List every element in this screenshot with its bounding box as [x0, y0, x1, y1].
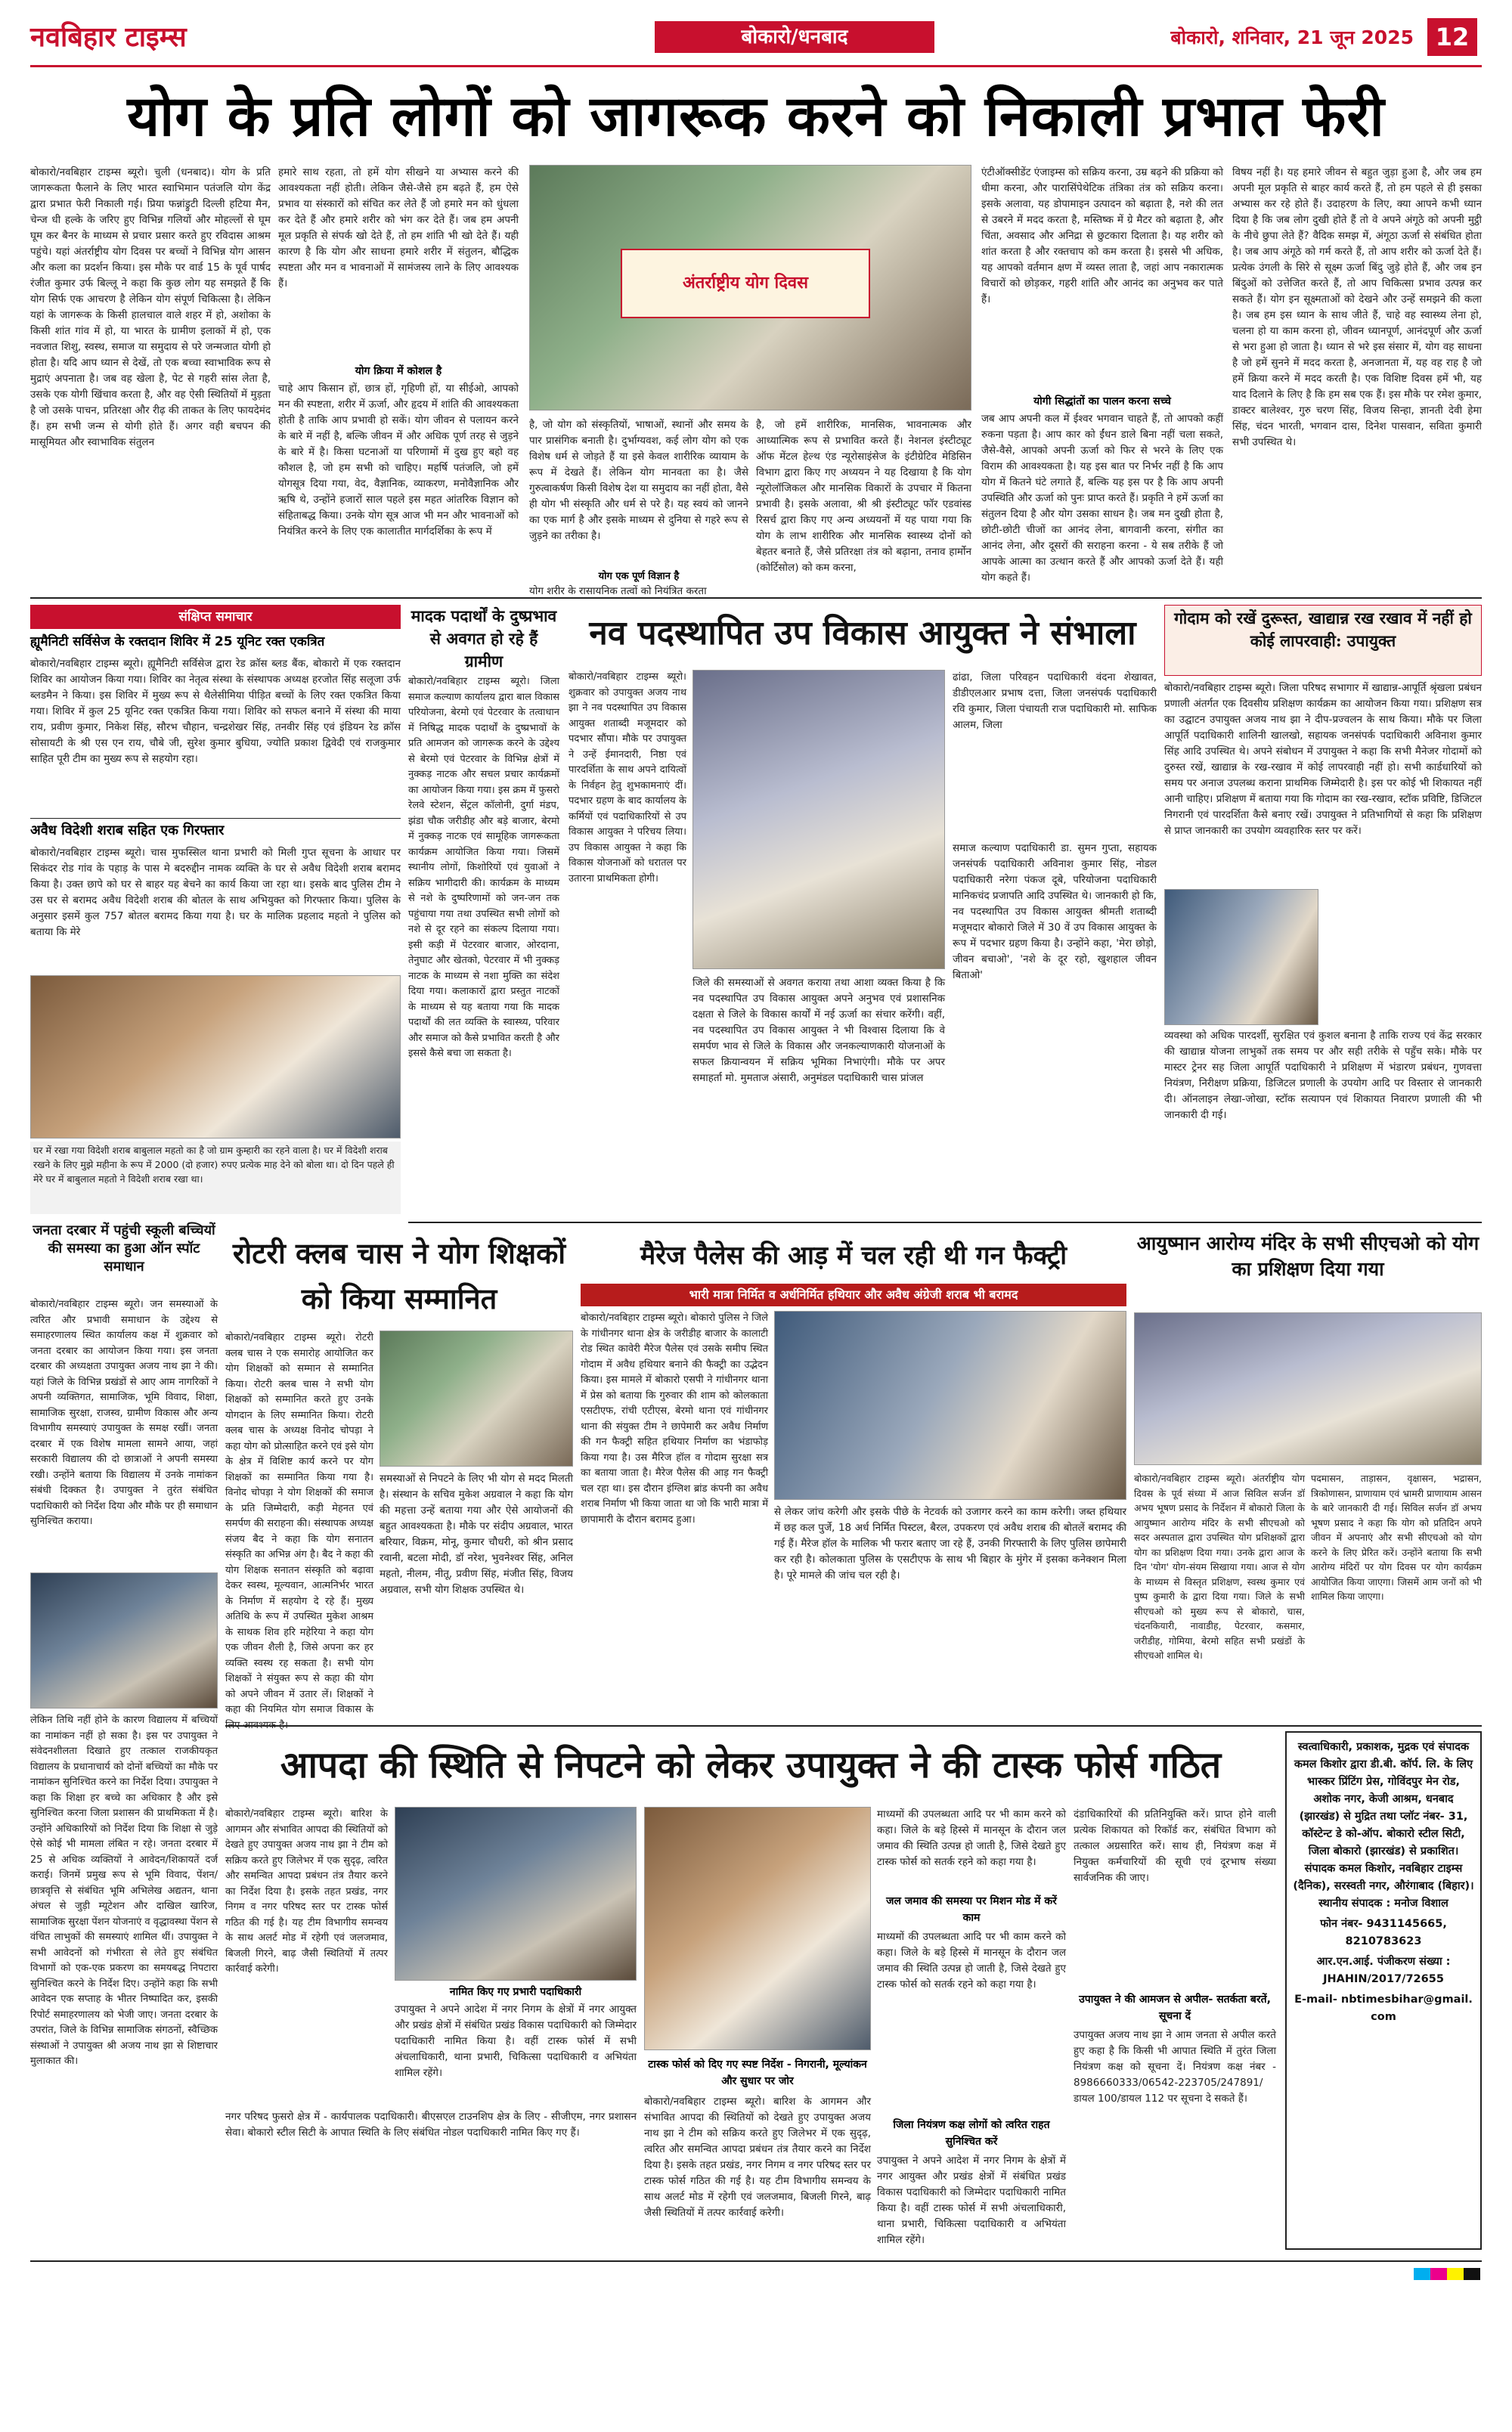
drug-body: बोकारो/नवबिहार टाइम्स ब्यूरो। जिला समाज कल्याण कार्यालय द्वारा बाल विकास परियोजना, बेरमो एवं पेटरवार के तत्वाधान में निषिद्ध मादक पदार्थों के दुष्प्रभावों के प्रति आमजन को जागरूक करने के उद्देश्य से बेरमो एवं पेटरवार के विभिन्न क्षेत्रों में नुक्कड़ नाटक और सचल प्रचार कार्यक्रमों का आयोजन किया गया। इस क्रम में फुसरो रेलवे स्टेशन, सेंट्रल कॉलोनी, दुर्गा मंडप, झंडा चौक जरीडीह और बड़े बाजार, बेरमो में नुक्कड़ नाटक एवं सामूहिक जागरूकता कार्यक्रम आयोजित किया गया। जिसमें स्थानीय लोगों, किशोरियों एवं युवाओं ने सक्रिय भागीदारी की। कार्यक्रम के माध्यम से नशे के दुष्परिणामों को जन-जन तक पहुंचाया गया तथा उपस्थित सभी लोगों को नशे से दूर रहने का संकल्प दिलाया गया। इसी कड़ी में पेटरवार बाजार, ओरदाना, तेनुघाट और खेतको, पेटरवार में भी नुक्कड़ नाटक के माध्यम से नशा मुक्ति का संदेश दिया गया। कलाकारों द्वारा प्रस्तुत नाटकों के माध्यम से यह बताया गया कि मादक पदार्थों की लत व्यक्ति के स्वास्थ्य, परिवार और समाज को कैसे प्रभावित करती है और इससे कैसे बचा जा सकता है। [408, 676, 559, 1059]
masthead-rule [30, 65, 1482, 67]
godown-training-photo [1164, 889, 1318, 1025]
cmyk-c [1414, 2268, 1430, 2280]
ayushman-body: बोकारो/नवबिहार टाइम्स ब्यूरो। अंतर्राष्ट्रीय योग दिवस के पूर्व संध्या में आज सिविल सर्जन डॉ अभय भूषण प्रसाद के निर्देशन में बोकारो जिला के आयुष्मान आरोग्य मंदिर के सभी सीएचओ को सदर अस्पताल द्वारा उपस्थित योग प्रशिक्षकों द्वारा योग का प्रशिक्षण दिया गया। उनके द्वारा आज के दिन 'योग' योग-संयम सिखाया गया। आज से योग के माध्यम से विस्तृत प्रशिक्षण, स्वस्थ कुमार एवं पुष्प कुमारी के द्वारा दिया गया। जिले के सभी सीएचओ को मुख्य रूप से बोकारो, चास, चंदनकियारी, नावाडीह, पेटरवार, कसमार, जरीडीह, गोमिया, बेरमो सहित सभी प्रखंडों के सीएचओ शामिल थे। [1134, 1473, 1305, 1661]
yoga-col6: विषय नहीं है। यह हमारे जीवन से बहुत जुड़ा हुआ है, और जब हम अपनी मूल प्रकृति से बाहर कार्य करते हैं, तो हम पहले से ही इसका अभ्यास कर रहे होते हैं। उदाहरण के लिए, क्या आपने कभी ध्यान दिया है कि जब लोग दुखी होते हैं तो वे अपने अंगूठे को अपनी मुट्ठी के नीचे छुपा लेते हैं? वैदिक समझ में, अंगूठा ऊर्जा से संबंधित होता है। जब आप अंगूठे को गर्म करते हैं, तो आप शरीर को ऊर्जा देते हैं। प्रत्येक उंगली के सिरे से सूक्ष्म ऊर्जा बिंदु जुड़े होते हैं, और जब इन बिंदुओं को उत्तेजित करते हैं, तो आप चिकित्सा प्रभाव उत्पन्न कर सकते हैं। योग इन सूक्ष्मताओं को देखने और उन्हें समझने की कला है। जब हम इस ध्यान के साथ जीते हैं, चाहे वह स्वास्थ्य लेना हो, चलना हो या काम करना हो, जीवन ध्यानपूर्ण, आनंदपूर्ण और ऊर्जा से भरा हुआ हो जाता है। ध्यान से भरे इस संसार में, योग वह साधना है जो हमें सुनने में मदद करता है, अनजानता में, यह वह राह है जो हमें क्रिया करने में मदद करती है। एक विशिष्ट दिवस हमें भी, यह याद दिलाने के लिए है कि हम सब एक हैं। इस मौके पर रमेश कुमार, डाक्टर बालेश्वर, गुरु चरण सिंह, विजय सिन्हा, ज्ञानती देवी हेमा सिंह, चंदन भारती, भगवान दास, दिनेश पासवान, सविता कुमारी सभी उपस्थित थे। [1232, 166, 1482, 448]
imprint-text: स्वत्वाधिकारी, प्रकाशक, मुद्रक एवं संपादक कमल किशोर द्वारा डी.बी. कॉर्प. लि. के लिए भास्कर प्रिंटिंग प्रेस, गोविंदपुर मेन रोड, अशोक नगर, केजी आश्रम, धनबाद (झारखंड) से मुद्रित तथा प्लॉट नंबर- 31, कॉस्टेन्ट डे को-ऑप. बोकारो स्टील सिटी, जिला बोकारो (झारखंड) से प्रकाशित। संपादक कमल किशोर, नवबिहार टाइम्स (दैनिक), सरस्वती नगर, औरंगाबाद (बिहार)। स्थानीय संपादक : मनोज विशाल [1293, 1741, 1474, 1910]
brief-news-label-bar [30, 605, 401, 629]
disaster-body4-cont: माध्यमों की उपलब्धता आदि पर भी काम करने को कहा। जिले के बड़े हिस्से में मानसून के दौरान जल जमाव की स्थिति उत्पन्न हो जाती है, जिसे देखते हुए टास्क फोर्स को सतर्क रहने को कहा गया है। [877, 1931, 1066, 1991]
drug-headline: मादक पदार्थों के दुष्प्रभाव से अवगत हो रहे हैं ग्रामीण [411, 606, 557, 671]
brief-news-label: संक्षिप्त समाचार [178, 609, 253, 624]
cmyk-strip [1414, 2268, 1482, 2280]
yoga-mid2: है, जो हमें शारीरिक, मानसिक, भावनात्मक और आध्यात्मिक रूप से प्रभावित करते हैं। नेशनल इंस्टीट्यूट ऑफ मेंटल हेल्थ एंड न्यूरोसाइंसेज के इंटीग्रेटिव मेडिसिन विभाग द्वारा किए गए अध्ययन ने यह दिखाया है कि योग न्यूरोलॉजिकल और मानसिक विकारों के उपचार में कितना प्रभावी है। इसके अलावा, श्री श्री इंस्टीट्यूट फॉर एडवांस्ड रिसर्च द्वारा किए गए अन्य अध्ययनों में यह पाया गया कि योग के लाभ शारीरिक और मानसिक स्वास्थ्य दोनों को बेहतर बनाते हैं, जैसे प्रतिरक्षा तंत्र को बढ़ाना, तनाव हार्मोन (कोर्टिसोल) को कम करना, [756, 419, 971, 574]
yoga-mid1b: योग शरीर के रासायनिक तत्वों को नियंत्रित करता [529, 585, 707, 597]
gun-strap: भारी मात्रा निर्मित व अर्धनिर्मित हथियार और अवैध अंग्रेजी शराब भी बरामद [689, 1287, 1018, 1302]
gun-body: बोकारो/नवबिहार टाइम्स ब्यूरो। बोकारो पुलिस ने जिले के गांधीनगर थाना क्षेत्र के जरीडीह बाजार के कालाटी रोड स्थित कावेरी मैरेज पैलेस एवं उसके समीप स्थित गोदाम में अवैध हथियार बनाने की फैक्ट्री का उद्भेदन किया। इस मामले में बोकारो एसपी ने गांधीनगर थाना में प्रेस को बताया कि गुरुवार की शाम को कोलकाता एसटीएफ, रांची एटीएस, बेरमो थाना एवं गांधीनगर थाना की संयुक्त टीम ने छापेमारी कर अवैध निर्माण की गन फैक्ट्री सहित हथियार निर्माण का भंडाफोड़ किया गया है। उस मैरिज हॉल व गोदाम सुरक्षा सत्र का बताया जाता है। मैरेज पैलेस की आड़ गन फैक्ट्री चल रहा था। इस दौरान इंग्लिश ब्रांड कंपनी का अवैध शराब निर्माण भी किया जाता था जो कि भारी मात्रा में छापामारी के दौरान बरामद हुआ। [581, 1312, 768, 1526]
mid-rule [408, 1222, 1482, 1223]
yoga-col5-sub: योगी सिद्धांतों का पालन करना सच्चे [1033, 395, 1171, 407]
yoga-photo-banner [621, 249, 870, 318]
ddc-handover-photo [692, 670, 945, 969]
disaster-photo-caption: टास्क फोर्स को दिए गए स्पष्ट निर्देश - निगरानी, मूल्यांकन और सुधार पर जोर [648, 2059, 867, 2087]
disaster-body-cont: बोकारो/नवबिहार टाइम्स ब्यूरो। बारिश के आगमन और संभावित आपदा की स्थितियों को देखते हुए उपायुक्त अजय नाथ झा ने टीम को सक्रिय करते हुए जिलेभर में एक सुदृढ़, त्वरित और समन्वित आपदा प्रबंधन तंत्र तैयार करने का निर्देश दिया है। इसके तहत प्रखंड, नगर निगम व नगर परिषद स्तर पर टास्क फोर्स गठित की गई है। यह टीम विभागीय समन्वय के साथ अलर्ट मोड में रहेगी एवं जलजमाव, बिजली गिरने, बाढ़ जैसी स्थितियों में तत्पर कार्रवाई करेगी। [644, 2096, 871, 2219]
yoga-banner-text: अंतर्राष्ट्रीय योग दिवस [683, 274, 808, 293]
yoga-mid1-sub: योग एक पूर्ण विज्ञान है [598, 571, 680, 582]
liquor-seizure-photo [30, 975, 401, 1139]
ayushman-body2: पदमासन, ताड़ासन, वृक्षासन, भद्रासन, त्रिकोणासन, प्राणायाम एवं भ्रामरी प्राणायाम आसन के बारे जानकारी दी गई। सिविल सर्जन डॉ अभय भूषण प्रसाद ने कहा कि योग को प्रतिदिन अपने जीवन में अपनाएं और सभी सीएचओ को योग करने के लिए प्रेरित करें। उन्होंने बताया कि सभी आरोग्य मंदिरों पर योग दिवस पर योग कार्यक्रम आयोजित किया जाएगा। जिसमें आम जनों को भी शामिल किया जाएगा। [1311, 1473, 1482, 1602]
godown-body: बोकारो/नवबिहार टाइम्स ब्यूरो। जिला परिषद सभागार में खाद्यान्न-आपूर्ति श्रृंखला प्रबंधन प्रणाली अंतर्गत एक दिवसीय प्रशिक्षण कार्यक्रम का आयोजन किया गया। प्रशिक्षण सत्र का उद्घाटन उपायुक्त अजय नाथ झा ने दीप-प्रज्वलन के साथ किया। मौके पर जिला आपूर्ति पदाधिकारी शालिनी खालखो, सहायक जनसंपर्क पदाधिकारी अविनाश कुमार सिंह आदि उपस्थित थे। अपने संबोधन में उपायुक्त ने कहा कि सभी मैनेजर गोदामों को दुरुस्त रखें, खाद्यान्न के रख-रखाव में कोई लापरवाही नहीं हो। सभी कार्डधारियों को समय पर अनाज उपलब्ध कराना प्राथमिक जिम्मेदारी है। इस पर कोई भी शिकायत नहीं आनी चाहिए। प्रशिक्षण में बताया गया कि गोदाम का रख-रखाव, स्टॉक प्रविष्टि, डिजिटल निगरानी एवं पारदर्शिता कैसे बनाए रखें। उपायुक्त ने प्रतिभागियों से कहा कि प्रशिक्षण से प्राप्त जानकारी का उपयोग व्यवहारिक स्तर पर करें। [1164, 682, 1482, 837]
cmyk-y [1447, 2268, 1464, 2280]
disaster-sub2: जल जमाव की समस्या पर मिशन मोड में करें काम [886, 1895, 1057, 1924]
yoga-headline: योग के प्रति लोगों को जागरूक करने को निकाली प्रभात फेरी [127, 84, 1385, 149]
disaster-headline: आपदा की स्थिति से निपटने को लेकर उपायुक्त ने की टास्क फोर्स गठित [280, 1744, 1222, 1786]
gun-strap-bar [581, 1284, 1126, 1306]
ddc-body-left2: जिले की समस्याओं से अवगत कराया तथा आशा व्यक्त किया है कि नव पदस्थापित उप विकास आयुक्त अपने अनुभव एवं प्रशासनिक दक्षता से जिले के विकास कार्यों में नई ऊर्जा का संचार करेंगी। वहीं, नव पदस्थापित उप विकास आयुक्त ने भी विश्वास दिलाया कि वे समर्पण भाव से जिले के विकास और जनकल्याणकारी योजनाओं के सफल क्रियान्वयन में सक्रिय भूमिका निभाएंगी। मौके पर अपर समाहर्ता मो. मुमताज अंसारी, अनुमंडल पदाधिकारी चास प्रांजल [692, 977, 945, 1084]
liquor-caption: घर में रखा गया विदेशी शराब बाबुलाल महतो का है जो ग्राम कुम्हारी का रहने वाला है। घर में विदेशी शराब रखने के लिए मुझे महीना के रूप में 2000 (दो हजार) रुपए प्रत्येक माह देने को बोला था। दो दिन पहले ही मेरे घर में बाबुलाल महतो ने विदेशी शराब रखा था। [30, 1142, 401, 1214]
school-headline: जनता दरबार में पहुंची स्कूली बच्चियों की समस्या का हुआ ऑन स्पॉट समाधान [33, 1222, 215, 1275]
disaster-sub1: नामित किए गए प्रभारी पदाधिकारी [449, 1986, 582, 1998]
school-body: बोकारो/नवबिहार टाइम्स ब्यूरो। जन समस्याओं के त्वरित और प्रभावी समाधान के उद्देश्य से समाहरणालय स्थित कार्यालय कक्ष में शुक्रवार को जनता दरबार का आयोजन किया गया। इस जनता दरबार की अध्यक्षता उपायुक्त अजय नाथ झा ने की। यहां जिले के विभिन्न प्रखंडों से आए आम नागरिकों ने अपनी व्यक्तिगत, सामाजिक, भूमि विवाद, शिक्षा, सामाजिक सुरक्षा, राजस्व, ग्रामीण विकास और अन्य विभागीय समस्याएं उपायुक्त के समक्ष रखीं। जनता दरबार में एक विशेष मामला सामने आया, जहां सरकारी विद्यालय की दो छात्राओं ने अपनी समस्या रखी। उन्होंने बताया कि विद्यालय में उनके नामांकन संबंधी दिक्कत है। उपायुक्त ने तुरंत संबंधित पदाधिकारी को निर्देश दिया और मौके पर ही समाधान सुनिश्चित कराया। [30, 1299, 218, 1527]
yoga-col5b: जब आप अपनी कल में ईश्वर भगवान चाहते हैं, तो आपको कहीं रुकना पड़ता है। आप कार को ईंधन डाले बिना नहीं चला सकते, जैसे-वैसे, आपको अपनी ऊर्जा को फिर से भरने के लिए एक विराम की आवश्यकता है। यह इस बात पर निर्भर नहीं है कि आप योग में कितने घंटे लगाते हैं, बल्कि यह इस पर है कि आप अपनी उपस्थिति और ऊर्जा को पुनः प्राप्त करते हैं। प्रकृति ने हमें ऊर्जा का संतुलन दिया है और योग उसका साधन है। जब मन दुखी होता है, छोटी-छोटी चीजों का आनंद लेना, बागवानी करना, संगीत का आनंद लेना, और दूसरों की सराहना करना - ये सब तरीके हैं जो आपके आत्मा का उत्थान करते हैं और आपको ऊर्जा देते हैं। यही योग कहते हैं। [981, 413, 1223, 584]
disaster-body6: उपायुक्त अजय नाथ झा ने आम जनता से अपील करते हुए कहा है कि किसी भी आपात स्थिति में तुरंत जिला नियंत्रण कक्ष को सूचना दें। नियंत्रण कक्ष नंबर - 8986660333/06542-223705/247891/डायल 100/डायल 112 पर सूचना दे सकते हैं। [1074, 2029, 1276, 2105]
yoga-bottom-rule [30, 597, 1482, 599]
rotary-body2: समस्याओं से निपटने के लिए भी योग से मदद मिलती है। संस्थान के सचिव मुकेश अग्रवाल ने कहा कि योग की महत्ता उन्हें बताया गया और ऐसे आयोजनों की बहुत आवश्यकता है। मौके पर संदीप अग्रवाल, भारत बरियार, विक्रम, मोनू, कुमार चौधरी, को श्रीन प्रसाद रवानी, बटला मोदी, डॉ नरेश, भुवनेश्वर सिंह, अनिल महतो, नीलम, नीतू, प्रवीण सिंह, मंजीत सिंह, विजय अग्रवाल, सभी योग शिक्षक उपस्थित थे। [380, 1473, 573, 1596]
rotary-photo [380, 1331, 573, 1467]
disaster-body5: दंडाधिकारियों की प्रतिनियुक्ति करें। प्राप्त होने वाली प्रत्येक शिकायत को रिकॉर्ड कर, संबंधित विभाग को तत्काल अग्रसारित करें। साथ ही, नियंत्रण कक्ष में नियुक्त कर्मचारियों की सूची एवं दूरभाष संख्या सार्वजनिक की जाए। [1074, 1808, 1276, 1884]
ddc-body-left: बोकारो/नवबिहार टाइम्स ब्यूरो। शुक्रवार को उपायुक्त अजय नाथ झा ने नव पदस्थापित उप विकास आयुक्त शताब्दी मजूमदार को पदभार सौंपा। मौके पर उपायुक्त ने उन्हें ईमानदारी, निष्ठा एवं पारदर्शिता के साथ अपने दायित्वों के निर्वहन हेतु शुभकामनाएं दीं। पदभार ग्रहण के बाद कार्यालय के कर्मियों एवं पदाधिकारियों से उप विकास आयुक्त ने परिचय लिया। उप विकास आयुक्त ने कहा कि विकास योजनाओं को धरातल पर उतारना प्राथमिकता होगी। [569, 671, 686, 885]
seized-weapons-photo [774, 1311, 1126, 1500]
cmyk-k [1464, 2268, 1480, 2280]
yoga-col5: एंटीऑक्सीडेंट एंजाइम्स को सक्रिय करना, उम्र बढ़ने की प्रक्रिया को धीमा करना, और पारासिंपेथेटिक तंत्रिका तंत्र को सक्रिय करना। इसके अलावा, यह डोपामाइन उत्पादन को बढ़ाता है, नशे की लत से उबरने में मदद करता है, मस्तिष्क में ग्रे मैटर को बढ़ाता है, और चिंता, अवसाद और अनिद्रा से छुटकारा दिलाता है। यह शरीर को शांत करता है और रक्तचाप को कम करता है। इससे भी अधिक, यह आपको वर्तमान क्षण में व्यस्त लाता है, जहां आप नकारात्मक विचारों को छोड़कर, गहरी शांति और आनंद का अनुभव कर पाते हैं। [981, 166, 1223, 305]
brief-item2-body: बोकारो/नवबिहार टाइम्स ब्यूरो। चास मुफस्सिल थाना प्रभारी को मिली गुप्त सूचना के आधार पर सिकंदर रोड गांव के पहाड़ के पास मे बदरुद्दीन नामक व्यक्ति के घर से अवैध विदेशी शराब बरामद किया है। उक्त छापे को घर से बाहर यह बेचने का कार्य किया जा रहा था। इसके बाद पुलिस टीम ने उस घर से बरामद अवैध विदेशी शराब की बोतल के साथ अभियुक्त को गिरफ्तार किया। पुलिस के अनुसार इसमें कुल 757 बोतल बरामद किया गया है। घर के मालिक प्रहलाद महतो ने पुलिस को बताया कि मेरे [30, 847, 401, 938]
imprint-phone: फोन नंबर- 9431145665, 8210783623 [1320, 1918, 1447, 1947]
yoga-col2: हमारे साथ रहता, तो हमें योग सीखने या अभ्यास करने की आवश्यकता नहीं होती। लेकिन जैसे-जैसे हम बढ़ते हैं, हम ऐसे प्रभाव या संस्कारों को संचित कर लेते हैं जो हमारे मन को धुंधला कर देते हैं और हमारे शरीर को भंग कर देते हैं। जब हम अपनी मूल प्रकृति से संपर्क खो देते हैं, तो हम शांति भी खो देते हैं। यही कारण है कि योग और साधना हमारे शरीर में संतुलन, बौद्धिक स्पष्टता और मन व भावनाओं में सामंजस्य लाने के लिए आवश्यक हैं। [278, 166, 519, 290]
janata-darbar-photo [30, 1572, 218, 1709]
cho-yoga-training-photo [1134, 1312, 1482, 1465]
disaster-sub3: जिला नियंत्रण कक्ष लोगों को त्वरित राहत सुनिश्चित करें [893, 2119, 1050, 2148]
page-number: 12 [1435, 23, 1470, 51]
godown-headline: गोदाम को रखें दुरूस्त, खाद्यान्न रख रखाव में नहीं हो कोई लापरवाही: उपायुक्त [1174, 609, 1472, 650]
disaster-body3: नगर परिषद फुसरो क्षेत्र में - कार्यपालक पदाधिकारी। बीएसएल टाउनशिप क्षेत्र के लिए - सीजीएम, नगर प्रशासन सेवा। बोकारो स्टील सिटी के आपात स्थिति के लिए संबंधित नोडल पदाधिकारी नामित किए गए हैं। [225, 2111, 637, 2139]
date-line: बोकारो, शनिवार, 21 जून 2025 [1170, 26, 1414, 48]
section-tab [655, 21, 934, 53]
ddc-body-mid: ढांढा, जिला परिवहन पदाधिकारी वंदना शेखावत, डीडीएलआर प्रभाष दत्ता, जिला जनसंपर्क पदाधिकारी रवि कुमार, जिला पंचायती राज पदाधिकारी मो. साफिक आलम, जिला [953, 671, 1157, 731]
yoga-mid1: है, जो योग को संस्कृतियों, भाषाओं, स्थानों और समय के पार प्रासंगिक बनाती है। दुर्भाग्यवश, कई लोग योग को एक विशेष धर्म से जोड़ते हैं या इसे केवल शारीरिक व्यायाम के रूप में देखते हैं। लेकिन योग मानवता का है। जैसे गुरुत्वाकर्षण किसी विशेष देश या समुदाय का नहीं होता, वैसे ही योग भी संस्कृति और धर्म से परे है। यह स्वयं को जानने का एक मार्ग है और इसके माध्यम से दुनिया से गहरे रूप से जुड़ने का तरीका है। [529, 419, 748, 542]
lower-rule [225, 1725, 1482, 1727]
yoga-col2b: चाहे आप किसान हों, छात्र हों, गृहिणी हों, या सीईओ, आपको मन की स्पष्टता, शरीर में ऊर्जा, और हृदय में शांति की आवश्यकता होती है ताकि आप प्रभावी हो सकें। योग जीवन से पलायन करने के बारे में नहीं है, बल्कि जीवन में और अधिक पूर्ण तरह से जुड़ने के बारे में है। किसा घटनाओं या परिणामों में दुख हुए बहो वह कौशल है, जो हम सभी को चाहिए। महर्षि पतंजलि, जो हमें योगसूत्र दिया गया, वेद, वैज्ञानिक, व्याकरण, मनोवैज्ञानिक और ऋषि थे, उन्होंने हजारों साल पहले इस महत आंतरिक विज्ञान को संहिताबद्ध किया। उनके योग सूत्र आज भी मन और भावनाओं को नियंत्रित करने के लिए एक कालातीत मार्गदर्शिका के रूप में [278, 383, 519, 538]
disaster-body4: माध्यमों की उपलब्धता आदि पर भी काम करने को कहा। जिले के बड़े हिस्से में मानसून के दौरान जल जमाव की स्थिति उत्पन्न हो जाती है, जिसे देखते हुए टास्क फोर्स को सतर्क रहने को कहा गया है। [877, 1808, 1066, 1868]
disaster-body: बोकारो/नवबिहार टाइम्स ब्यूरो। बारिश के आगमन और संभावित आपदा की स्थितियों को देखते हुए उपायुक्त अजय नाथ झा ने टीम को सक्रिय करते हुए जिलेभर में एक सुदृढ़, त्वरित और समन्वित आपदा प्रबंधन तंत्र तैयार करने का निर्देश दिया है। इसके तहत प्रखंड, नगर निगम व नगर परिषद स्तर पर टास्क फोर्स गठित की गई है। यह टीम विभागीय समन्वय के साथ अलर्ट मोड में रहेगी एवं जलजमाव, बिजली गिरने, बाढ़ जैसी स्थितियों में तत्पर कार्रवाई करेगी। [225, 1808, 388, 1975]
disaster-sub4: उपायुक्त ने की आमजन से अपील- सतर्कता बरतें, सूचना दें [1079, 1994, 1271, 2022]
imprint-box [1285, 1731, 1482, 2250]
section-label: बोकारो/धनबाद [741, 26, 848, 48]
masthead-title: नवबिहार टाइम्स [30, 21, 187, 53]
footer-rule [30, 2260, 1482, 2262]
yoga-col2-sub: योग क्रिया में कोशल है [355, 365, 442, 377]
masthead [30, 15, 1482, 64]
task-force-meeting-photo [644, 1807, 871, 2050]
ddc-headline: नव पदस्थापित उप विकास आयुक्त ने संभाला [589, 614, 1136, 652]
disaster-body2: उपायुक्त ने अपने आदेश में नगर निगम के क्षेत्रों में नगर आयुक्त और प्रखंड क्षेत्रों में संबंधित प्रखंड विकास पदाधिकारी को जिम्मेदार पदाधिकारी नामित किया है। वहीं टास्क फोर्स में सभी अंचलाधिकारी, थाना प्रभारी, चिकित्सा पदाधिकारी व अभियंता शामिल रहेंगे। [395, 2003, 637, 2079]
godown-headline-box [1164, 605, 1482, 676]
godown-body2: व्यवस्था को अधिक पारदर्शी, सुरक्षित एवं कुशल बनाना है ताकि राज्य एवं केंद्र सरकार की खाद्यान्न योजना लाभुकों तक समय पर और सही तरीके से पहुँच सके। मौके पर मास्टर ट्रेनर सह जिला आपूर्ति पदाधिकारी ने प्रशिक्षण में भंडारण प्रबंधन, गुणवत्ता नियंत्रण, निरीक्षण प्रक्रिया, डिजिटल प्रणाली के उपयोग आदि पर विस्तार से जानकारी दी। ऑनलाइन लेखा-जोखा, स्टॉक सत्यापन एवं शिकायत निवारण प्रणाली की भी जानकारी दी गई। [1164, 1030, 1482, 1121]
cmyk-m [1430, 2268, 1447, 2280]
brief-item1-headline: ह्यूमैनिटी सर्विसेज के रक्तदान शिविर में 25 यूनिट रक्त एकत्रित [30, 634, 325, 649]
rotary-headline: रोटरी क्लब चास ने योग शिक्षकों को किया सम्मानित [232, 1236, 566, 1315]
gun-headline: मैरेज पैलेस की आड़ में चल रही थी गन फैक्ट्री [640, 1241, 1067, 1271]
page-number-box [1427, 18, 1477, 56]
ddc-body-main: समाज कल्याण पदाधिकारी डा. सुमन गुप्ता, सहायक जनसंपर्क पदाधिकारी अविनाश कुमार सिंह, नोडल पदाधिकारी नरेगा पंकज दूबे, परियोजना पदाधिकारी मानिकचंद प्रजापति आदि उपस्थित थे। जानकारी हो कि, नव पदस्थापित उप विकास आयुक्त श्रीमती शताब्दी मजूमदार बोकारो जिले में 30 वें उप विकास आयुक्त के रूप में पदभार ग्रहण किया है। उन्होंने कहा, 'मेरा छोड़ो, जीवन बचाओ', 'नशे के दूर रहो, खुशहाल जीवन बिताओ' [953, 842, 1157, 981]
rotary-body: बोकारो/नवबिहार टाइम्स ब्यूरो। रोटरी क्लब चास ने एक समारोह आयोजित कर योग शिक्षकों को सम्मान से सम्मानित किया। रोटरी क्लब चास ने सभी योग शिक्षकों को सम्मानित करते हुए उनके योगदान के लिए सम्मानित किया। रोटरी क्लब चास के अध्यक्ष विनोद चोपड़ा ने कहा योग को प्रोत्साहित करने एवं इसे योग के क्षेत्र में विशिष्ट कार्य करने पर योग शिक्षकों का सम्मानित किया गया है। विनोद चोपड़ा ने योग शिक्षकों की समाज के प्रति जिम्मेदारी, कड़ी मेहनत एवं समर्पण की सराहना की। संस्थापक अध्यक्ष संजय बैद ने कहा कि योग सनातन संस्कृति का अभिन्न अंग है। बैद ने कहा की योग शिक्षक सनातन संस्कृति को बढ़ावा देकर स्वस्थ, मूल्यवान, आत्मनिर्भर भारत के निर्माण में सहयोग दे रहे हैं। मुख्य अतिथि के रूप में उपस्थित मुकेश आश्रम के साथक शिव हरि महेरिया ने कहा योग एक जीवन शैली है, जिसे अपना कर हर व्यक्ति स्वस्थ रह सकता है। सभी योग शिक्षकों ने संयुक्त रूप से कहा की योग को अपने जीवन में उतार लें। शिक्षकों ने कहा की नियमित योग समाज विकास के [225, 1332, 373, 1715]
brief-divider [30, 818, 401, 819]
yoga-col1: बोकारो/नवबिहार टाइम्स ब्यूरो। चुली (धनबाद)। योग के प्रति जागरूकता फैलाने के लिए भारत स्वाभिमान पतंजलि योग केंद्र द्वारा प्रभात फेरी निकाली गई। प्रिया फन्नांड्रुटी दिल्ली हटिया मैन, चेन्ज धी हल्के के जरिए हुए विभिन्न गलियों और मोहल्लों से घूम घूम कर बैनर के माध्यम से प्रचार प्रसार करते हुए रविदास आश्रम पहुंचे। यहां अंतर्राष्ट्रीय योग दिवस पर बच्चों ने विभिन्न योग आसन और कला का प्रदर्शन किया। इस मौके पर वार्ड 15 के पूर्व पार्षद रंजीत कुमार उर्फ बिल्लू ने कहा कि कुछ लोग यह समझते हैं कि योग सिर्फ एक आचरण है लेकिन योग संपूर्ण चिकित्सा है। लेकिन यहां के जागरूक के किसी हालचाल वाले शहर में हो, अशोका के किसी शांत गांव में हो, या भारत के ग्रामीण इलाकों में हो, एक नवजात शिशु, स्वस्थ, समाज या समुदाय से परे जन्मजात योगी हो होता है। यदि आप ध्यान से देखें, तो एक बच्चा स्वाभाविक रूप से मुद्राएं अपनाता है। जब वह खेला है, पेट से गहरी सांस लेता है, उसके एक योगी खिंचाव करता है, और वह ऐसी स्थितियों में मुड़ता है जो उसके पाचन, प्रतिरक्षा और रीढ़ की ताकत के लिए फायदेमंद हैं। हम सभी जन्म से योगी होते हैं। अगर वही बचपन की मासूमियत और स्वाभाविक संतुलन [30, 166, 271, 448]
disaster-body2-cont: उपायुक्त ने अपने आदेश में नगर निगम के क्षेत्रों में नगर आयुक्त और प्रखंड क्षेत्रों में संबंधित प्रखंड विकास पदाधिकारी को जिम्मेदार पदाधिकारी नामित किया है। वहीं टास्क फोर्स में सभी अंचलाधिकारी, थाना प्रभारी, चिकित्सा पदाधिकारी व अभियंता शामिल रहेंगे। [877, 2155, 1066, 2246]
brief-item2-headline: अवैध विदेशी शराब सहित एक गिरफ्तार [30, 823, 225, 838]
brief-item1-body: बोकारो/नवबिहार टाइम्स ब्यूरो। ह्यूमैनिटी सर्विसेज द्वारा रेड क्रॉस ब्लड बैंक, बोकारो में एक रक्तदान शिविर का आयोजन किया गया। शिविर का नेतृत्व संस्था के संस्थापक अध्यक्ष हरजोत सिंह सलूजा उर्फ ब्लडमैन ने किया। इस शिविर में मुख्य रूप से थैलेसीमिया पीड़ित बच्चों के लिए रक्त एकत्रित किया गया। शिविर में कुल 25 यूनिट रक्त एकत्रित किया गया। शिविर को सफल बनाने में संस्था की माया राय, प्रवीण कुमार, निकेश सिंह, सौरभ चौहान, चन्द्रशेखर सिंह, तनवीर सिंह एवं इंडियन रेड क्रॉस सोसायटी के श्री एस एन राय, चौबे जी, सुरेश कुमार बुधिया, ज्योति प्रकाश द्विवेदी एवं राजकुमार साहित पूरी टीम का मुख्य रूप से सहयोग रहा। [30, 658, 401, 765]
imprint-rni: आर.एन.आई. पंजीकरण संख्या : JHAHIN/2017/72655 [1316, 1956, 1451, 1985]
ayushman-headline: आयुष्मान आरोग्य मंदिर के सभी सीएचओ को योग का प्रशिक्षण दिया गया [1136, 1232, 1479, 1280]
dc-portrait-photo [395, 1807, 637, 1981]
school-body2: लेकिन तिथि नहीं होने के कारण विद्यालय में बच्चियों का नामांकन नहीं हो सका है। इस पर उपायुक्त ने संवेदनशीलता दिखाते हुए तत्काल राजकीयकृत विद्यालय के प्रधानाचार्य को दोनों बच्चियों का मौके पर नामांकन सुनिश्चित करने का निर्देश दिया। उपायुक्त ने कहा कि शिक्षा हर बच्चे का अधिकार है और इसे सुनिश्चित करना जिला प्रशासन की प्राथमिकता में है। उन्होंने अधिकारियों को निर्देश दिया कि शिक्षा से जुड़े ऐसे कोई भी मामला लंबित न रहे। जनता दरबार में 25 से अधिक व्यक्तियों ने आवेदन/शिकायतें दर्ज कराई। जिनमें प्रमुख रूप से भूमि विवाद, पेंशन/छात्रवृत्ति से संबंधित भूमि अभिलेख अद्यतन, थाना अंचल से जुड़ी म्यूटेशन और दाखिल खारिज, सामाजिक सुरक्षा पेंशन योजनाएं व वृद्धावस्था पेंशन से वंचित लाभुकों की समस्याएं शामिल थीं। उपायुक्त ने सभी आवेदनों को गंभीरता से लेते हुए संबंधित विभागों को एक-एक प्रकरण का समयबद्ध निपटारा सुनिश्चित करने के निर्देश दिए। उन्होंने कहा कि सभी आवेदन एक सप्ताह के भीतर निष्पादित कर, इसकी रिपोर्ट समाहरणालय को भेजी जाए। जनता दरबार के उपरांत, जिले के विभिन्न सामाजिक संगठनों, स्वैच्छिक संस्थाओं ने उपायुक्त श्री अजय नाथ झा से शिष्टाचार मुलाकात की। [30, 1715, 218, 2067]
yoga-photo-procession [529, 165, 971, 410]
imprint-email: E-mail- nbtimesbihar@gmail.com [1294, 1994, 1473, 2023]
gun-body2: से लेकर जांच करेगी और इसके पीछे के नेटवर्क को उजागर करने का काम करेगी। जब्त हथियार में छह कल पुर्जे, 18 अर्ध निर्मित पिस्टल, बैरल, उपकरण एवं अवैध शराब की बोतलें बरामद की गई हैं। मैरेज हॉल के मालिक भी फरार बताए जा रहे हैं, उनकी गिरफ्तारी के लिए पुलिस छापेमारी कर रही है। कोलकाता पुलिस के एसटीएफ के साथ भी बिहार के मुंगेर में इसका कनेक्शन मिला है। पूरे मामले की जांच चल रही है। [774, 1506, 1126, 1582]
